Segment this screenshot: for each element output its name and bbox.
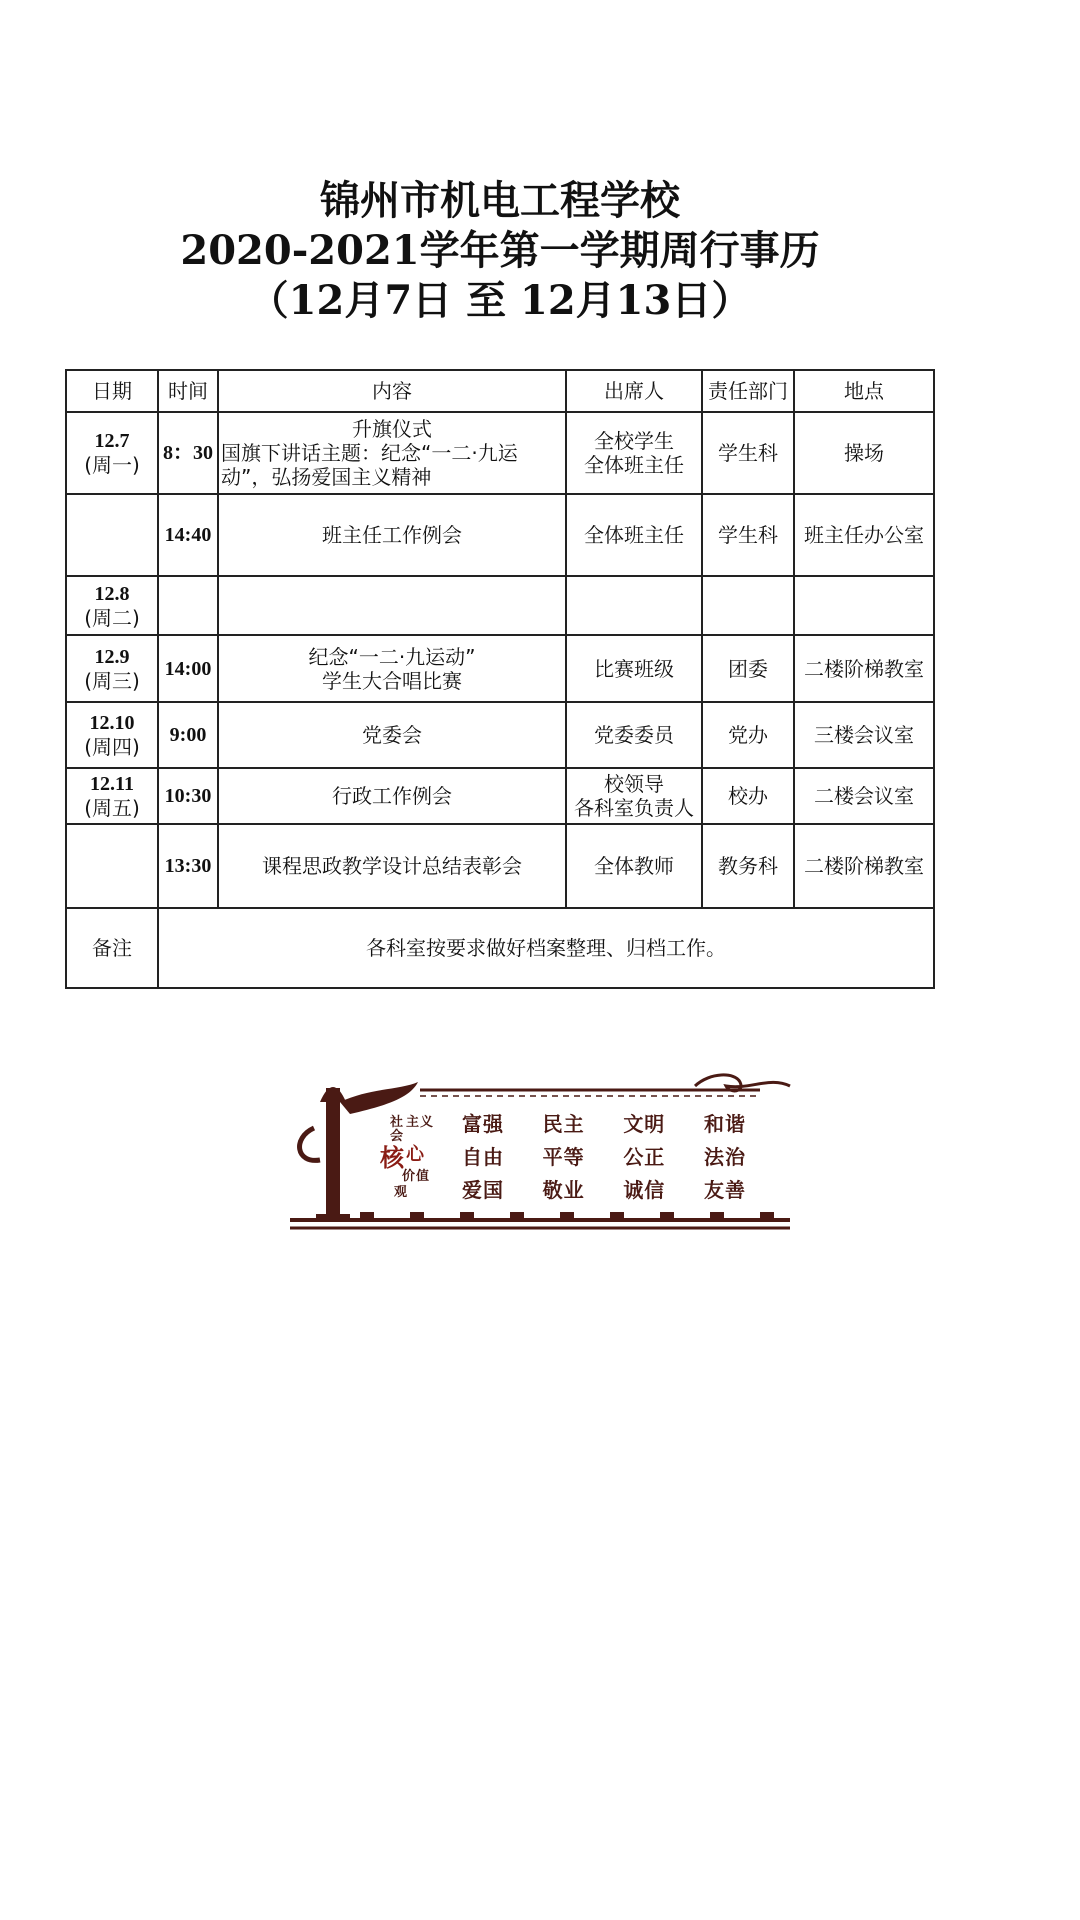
time-cell: 8：30 <box>158 412 218 494</box>
department-cell: 校办 <box>702 768 794 824</box>
date-value: 12.10 <box>89 712 135 734</box>
title-char: 观 <box>394 1185 408 1200</box>
title-date-range: （12月7日 至 12月13日） <box>248 277 752 324</box>
content-line: 纪念“一二·九运动” <box>308 644 476 669</box>
weekday-value: (周五) <box>84 796 140 820</box>
department-cell <box>702 576 794 635</box>
title-char: 义 <box>420 1115 434 1130</box>
weekday-value: (周二) <box>84 605 140 630</box>
schedule-table <box>65 369 935 989</box>
location-cell: 三楼会议室 <box>794 702 934 768</box>
content-line: 动”，弘扬爱国主义精神 <box>221 465 432 489</box>
time-cell: 14:40 <box>158 494 218 576</box>
title-char-emphasis: 心 <box>406 1144 424 1165</box>
title-char: 会 <box>390 1129 404 1144</box>
attendee-line: 各科室负责人 <box>574 796 694 820</box>
value-item: 友善 <box>703 1178 746 1202</box>
value-item: 爱国 <box>462 1178 504 1202</box>
values-row <box>462 1141 782 1174</box>
content-line: 课程思政教学设计总结表彰会 <box>262 854 522 878</box>
content-line: 班主任工作例会 <box>322 523 462 547</box>
time-cell: 10:30 <box>158 768 218 824</box>
values-row <box>462 1108 782 1141</box>
time-cell: 13:30 <box>158 824 218 908</box>
value-item: 自由 <box>462 1145 504 1169</box>
content-cell <box>218 702 566 768</box>
date-cell <box>66 824 158 908</box>
content-cell <box>218 768 566 824</box>
column-header: 出席人 <box>566 370 702 412</box>
value-item: 平等 <box>542 1145 585 1169</box>
date-cell <box>66 768 158 824</box>
attendee-line: 全体教师 <box>594 854 674 878</box>
rail-blocks-icon <box>360 1212 774 1220</box>
date-value: 12.8 <box>94 582 130 605</box>
table-header-row <box>66 370 934 412</box>
date-value: 12.11 <box>90 773 134 795</box>
value-item: 公正 <box>623 1145 666 1169</box>
attendees-cell <box>566 824 702 908</box>
attendees-cell <box>566 768 702 824</box>
attendee-line: 比赛班级 <box>594 656 674 681</box>
location-cell: 班主任办公室 <box>794 494 934 576</box>
location-cell: 二楼会议室 <box>794 768 934 824</box>
department-cell: 党办 <box>702 702 794 768</box>
weekday-value: (周一) <box>84 453 140 477</box>
value-item: 和谐 <box>703 1112 746 1136</box>
attendee-line: 全校学生 <box>594 429 674 453</box>
value-item: 富强 <box>462 1112 504 1136</box>
date-cell <box>66 702 158 768</box>
title-char: 价 <box>402 1169 416 1184</box>
weekday-value: (周四) <box>84 735 140 759</box>
core-values-banner <box>290 1068 800 1238</box>
content-cell <box>218 412 566 494</box>
column-header: 责任部门 <box>702 370 794 412</box>
note-row <box>66 908 934 988</box>
table-row <box>66 702 934 768</box>
column-header: 时间 <box>158 370 218 412</box>
location-cell <box>794 576 934 635</box>
time-cell: 14:00 <box>158 635 218 702</box>
table-row <box>66 576 934 635</box>
content-line: 行政工作例会 <box>332 784 452 808</box>
column-header: 日期 <box>66 370 158 412</box>
values-row <box>462 1174 782 1207</box>
weekday-value: (周三) <box>84 668 140 693</box>
content-line: 升旗仪式 <box>352 417 432 441</box>
content-line: 国旗下讲话主题：纪念“一二·九运 <box>221 441 518 465</box>
location-cell: 二楼阶梯教室 <box>794 635 934 702</box>
content-cell <box>218 635 566 702</box>
note-text: 各科室按要求做好档案整理、归档工作。 <box>158 908 934 988</box>
table-row <box>66 824 934 908</box>
location-cell: 二楼阶梯教室 <box>794 824 934 908</box>
note-label: 备注 <box>66 908 158 988</box>
date-cell <box>66 494 158 576</box>
pillar-icon <box>326 1088 340 1220</box>
value-item: 法治 <box>703 1145 746 1169</box>
attendees-cell <box>566 576 702 635</box>
core-values-grid <box>462 1108 782 1207</box>
date-value: 12.7 <box>94 430 130 452</box>
table-row <box>66 635 934 702</box>
date-cell <box>66 412 158 494</box>
title-char-emphasis: 核 <box>380 1143 404 1172</box>
attendees-cell <box>566 702 702 768</box>
column-header: 地点 <box>794 370 934 412</box>
attendee-line: 全体班主任 <box>584 523 684 547</box>
pillar-top-icon <box>320 1087 346 1102</box>
department-cell: 教务科 <box>702 824 794 908</box>
content-cell <box>218 576 566 635</box>
content-line: 党委会 <box>362 723 422 747</box>
table-row <box>66 412 934 494</box>
dragon-curl-icon <box>300 1128 320 1160</box>
title-school: 锦州市机电工程学校 <box>320 177 680 224</box>
value-item: 诚信 <box>623 1178 666 1202</box>
document-title <box>0 176 1000 326</box>
column-header: 内容 <box>218 370 566 412</box>
value-item: 民主 <box>542 1112 585 1136</box>
title-calendar: 2020-2021学年第一学期周行事历 <box>180 227 820 274</box>
location-cell: 操场 <box>794 412 934 494</box>
value-item: 文明 <box>623 1112 666 1136</box>
title-char: 社 <box>390 1115 404 1130</box>
title-char: 值 <box>416 1169 430 1184</box>
table-row <box>66 768 934 824</box>
attendees-cell <box>566 494 702 576</box>
department-cell: 团委 <box>702 635 794 702</box>
content-line: 学生大合唱比赛 <box>322 668 462 693</box>
cloud-wing-icon <box>340 1082 418 1114</box>
department-cell: 学生科 <box>702 412 794 494</box>
date-cell <box>66 576 158 635</box>
content-cell <box>218 494 566 576</box>
attendees-cell <box>566 635 702 702</box>
date-cell <box>66 635 158 702</box>
table-row <box>66 494 934 576</box>
content-cell <box>218 824 566 908</box>
time-cell: 9:00 <box>158 702 218 768</box>
attendee-line: 校领导 <box>604 772 664 796</box>
attendee-line: 党委委员 <box>594 723 674 747</box>
department-cell: 学生科 <box>702 494 794 576</box>
date-value: 12.9 <box>94 645 130 668</box>
attendees-cell <box>566 412 702 494</box>
title-char: 主 <box>406 1115 420 1130</box>
attendee-line: 全体班主任 <box>584 453 684 477</box>
value-item: 敬业 <box>542 1178 585 1202</box>
time-cell <box>158 576 218 635</box>
